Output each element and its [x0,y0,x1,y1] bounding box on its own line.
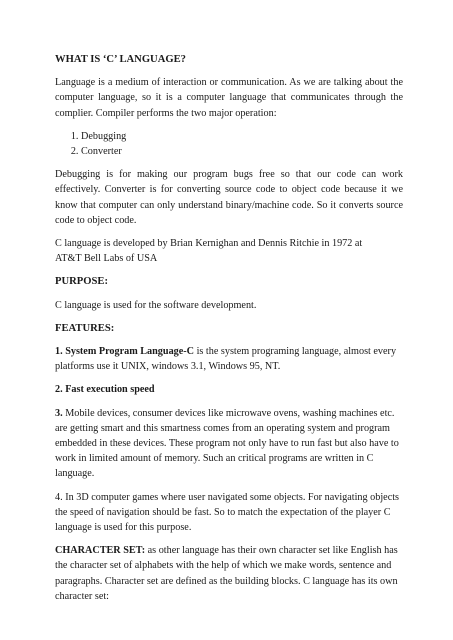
charset-title: CHARACTER SET: [55,545,146,557]
charset-paragraph [55,543,403,604]
charset-text: as other language has their own character set like English has the character set of alphabets with the help of which we make words, sentence and paragraphs. Character set are defined as the building blocks. C language has its own character set: [55,545,398,602]
developer-paragraph [55,236,403,266]
feature-3-paragraph [55,406,403,482]
purpose-paragraph: C language is used for the software development. [55,299,257,311]
feature-1-text: is the system programing language, almost every platforms use it UNIX, windows 3.1, Windows 95, NT. [55,346,397,373]
feature-4-paragraph: 4. In 3D computer games where user navigated some objects. For navigating objects the speed of navigation should be fast. So to match the expectation of the player C language is used for this purpose. [55,491,400,534]
purpose-heading: PURPOSE: [55,276,108,288]
document-page [55,52,403,612]
feature-1-title: 1. System Program Language-C [55,346,195,358]
developer-line-2: AT&T Bell Labs of USA [55,253,158,265]
list-item-debugging: 1. Debugging [81,129,403,144]
intro-paragraph: Language is a medium of interaction or communication. As we are talking about the computer language, so it is a computer language that communicates through the complier. Compiler performs the two major operation: [55,77,403,119]
feature-3-text: Mobile devices, consumer devices like microwave ovens, washing machines etc. are getting smart and this smartness comes from an operating system and program embedded in these devices. These program not only have to run fast but also have to work in limited amount of memory. Such an critical programs are written in C language. [55,407,399,480]
developer-line-1: C language is developed by Brian Kernighan and Dennis Ritchie in 1972 at [55,238,363,250]
feature-1-paragraph [55,344,403,374]
debugging-paragraph: Debugging is for making our program bugs free so that our code can work effectively. Converter is for converting source code to object code because it we know that computer can only understand binary/machine code. So it converts source code to object code. [55,169,403,226]
list-item-converter: 2. Converter [81,144,403,159]
page-title: WHAT IS ‘C’ LANGUAGE? [55,54,186,65]
features-heading: FEATURES: [55,322,115,334]
feature-3-number: 3. [55,407,63,419]
operations-list [55,129,403,159]
feature-2-title: 2. Fast execution speed [55,384,155,396]
